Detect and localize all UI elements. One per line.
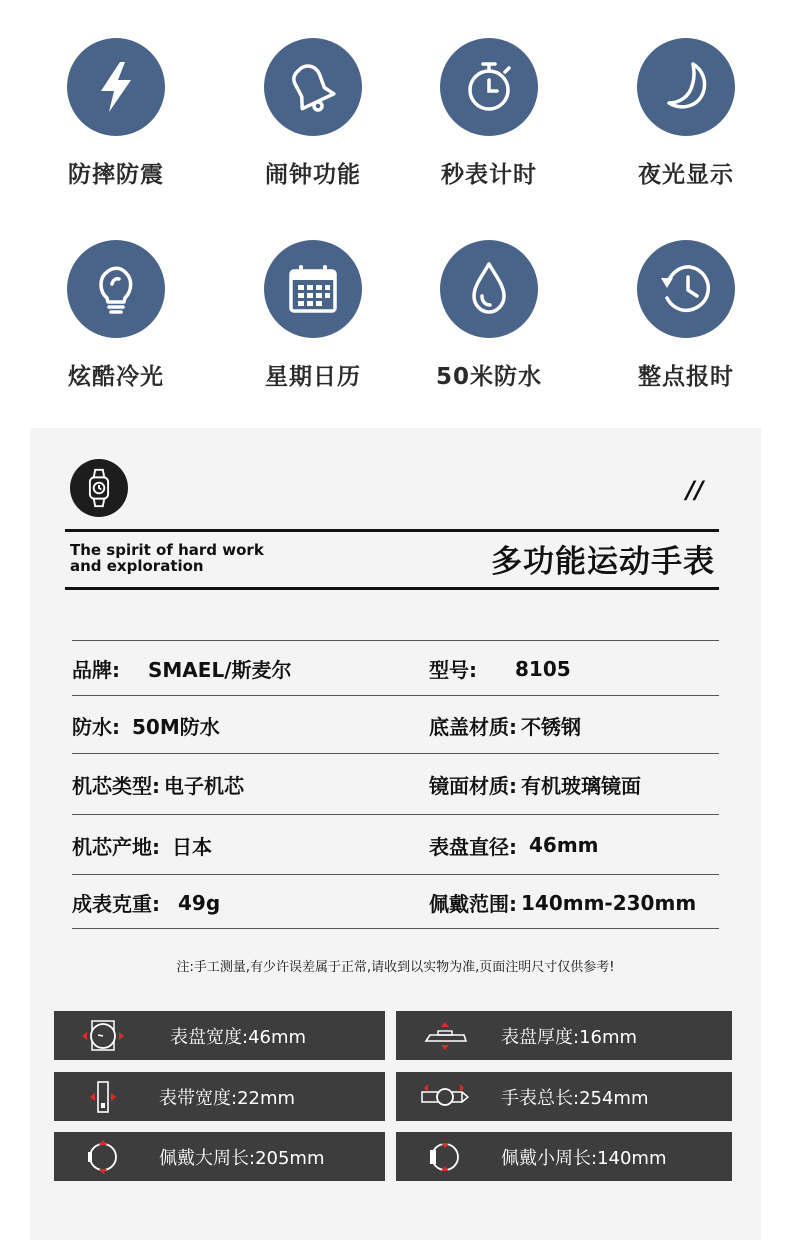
spec-key: 防水: <box>72 714 120 739</box>
header-top-rule <box>65 529 719 532</box>
strap-width-icon <box>78 1078 128 1115</box>
measure-dial-width <box>54 1011 385 1060</box>
lightbulb-icon <box>67 240 165 338</box>
spec-value: 日本 <box>172 834 212 859</box>
feature-label: 炫酷冷光 <box>68 364 164 390</box>
spec-key: 佩戴范围: <box>429 892 517 916</box>
calendar-icon <box>264 240 362 338</box>
feature-label: 防摔防震 <box>68 162 164 188</box>
feature-label: 夜光显示 <box>638 162 734 188</box>
dial-thickness-icon <box>420 1017 470 1054</box>
feature-calendar <box>233 240 393 391</box>
history-clock-icon <box>637 240 735 338</box>
feature-shockproof <box>36 38 196 189</box>
tagline <box>70 542 264 574</box>
spec-value: 49g <box>178 890 221 915</box>
measure-min-circumference <box>396 1132 732 1181</box>
feature-grid <box>0 0 790 420</box>
header-bottom-rule <box>65 587 719 590</box>
spec-value: 140mm-230mm <box>521 890 697 915</box>
feature-stopwatch <box>409 38 569 189</box>
spec-panel <box>30 428 761 1240</box>
tagline-line-2: and exploration <box>70 557 204 575</box>
spec-value: 电子机芯 <box>164 774 244 798</box>
spec-value: SMAEL/斯麦尔 <box>148 658 292 682</box>
feature-label: 闹钟功能 <box>265 162 361 188</box>
feature-backlight <box>36 240 196 391</box>
feature-label: 整点报时 <box>638 364 734 390</box>
table-row <box>72 695 719 753</box>
measure-strap-width <box>54 1072 385 1121</box>
measure-label: 表带宽度:22mm <box>159 1087 296 1109</box>
feature-label: 秒表计时 <box>441 162 537 188</box>
spec-key: 镜面材质: <box>429 774 517 798</box>
table-row <box>72 640 719 695</box>
page-title: 多功能运动手表 <box>491 544 715 580</box>
measurement-note: 注:手工测量,有少许误差属于正常,请收到以实物为准,页面注明尺寸仅供参考! <box>176 960 615 975</box>
table-row <box>72 814 719 874</box>
water-drop-icon <box>440 240 538 338</box>
spec-value: 8105 <box>515 656 571 681</box>
measure-label: 手表总长:254mm <box>501 1087 649 1109</box>
bell-icon <box>264 38 362 136</box>
spec-key: 表盘直径: <box>429 834 517 859</box>
spec-key: 品牌: <box>72 658 120 682</box>
min-circumference-icon <box>420 1138 470 1175</box>
feature-alarm <box>233 38 393 189</box>
measure-label: 表盘厚度:16mm <box>501 1026 638 1048</box>
spec-key: 型号: <box>429 658 477 682</box>
table-row <box>72 753 719 814</box>
max-circumference-icon <box>78 1138 128 1175</box>
spec-table <box>72 640 719 929</box>
spec-key: 机芯类型: <box>72 774 160 798</box>
moon-icon <box>637 38 735 136</box>
tagline-line-1: The spirit of hard work <box>70 541 264 559</box>
feature-waterproof <box>409 240 569 391</box>
measure-label: 表盘宽度:46mm <box>170 1026 307 1048</box>
lightning-icon <box>67 38 165 136</box>
total-length-icon <box>420 1078 470 1115</box>
dial-width-icon <box>78 1017 128 1054</box>
feature-label: 星期日历 <box>265 364 361 390</box>
measure-label: 佩戴小周长:140mm <box>501 1147 667 1169</box>
spec-value: 有机玻璃镜面 <box>521 774 641 798</box>
measure-total-length <box>396 1072 732 1121</box>
feature-hourly-chime <box>606 240 766 391</box>
watch-icon <box>70 459 128 517</box>
table-row <box>72 874 719 929</box>
feature-luminous <box>606 38 766 189</box>
measure-label: 佩戴大周长:205mm <box>159 1147 325 1169</box>
spec-value: 50M防水 <box>132 714 220 739</box>
spec-key: 机芯产地: <box>72 834 160 859</box>
decorative-slashes: // <box>686 476 704 504</box>
spec-value: 46mm <box>529 833 599 857</box>
spec-key: 成表克重: <box>72 892 160 916</box>
spec-value: 不锈钢 <box>521 714 581 739</box>
measure-max-circumference <box>54 1132 385 1181</box>
stopwatch-icon <box>440 38 538 136</box>
feature-label: 50米防水 <box>435 364 542 390</box>
spec-key: 底盖材质: <box>429 714 517 739</box>
measure-dial-thickness <box>396 1011 732 1060</box>
